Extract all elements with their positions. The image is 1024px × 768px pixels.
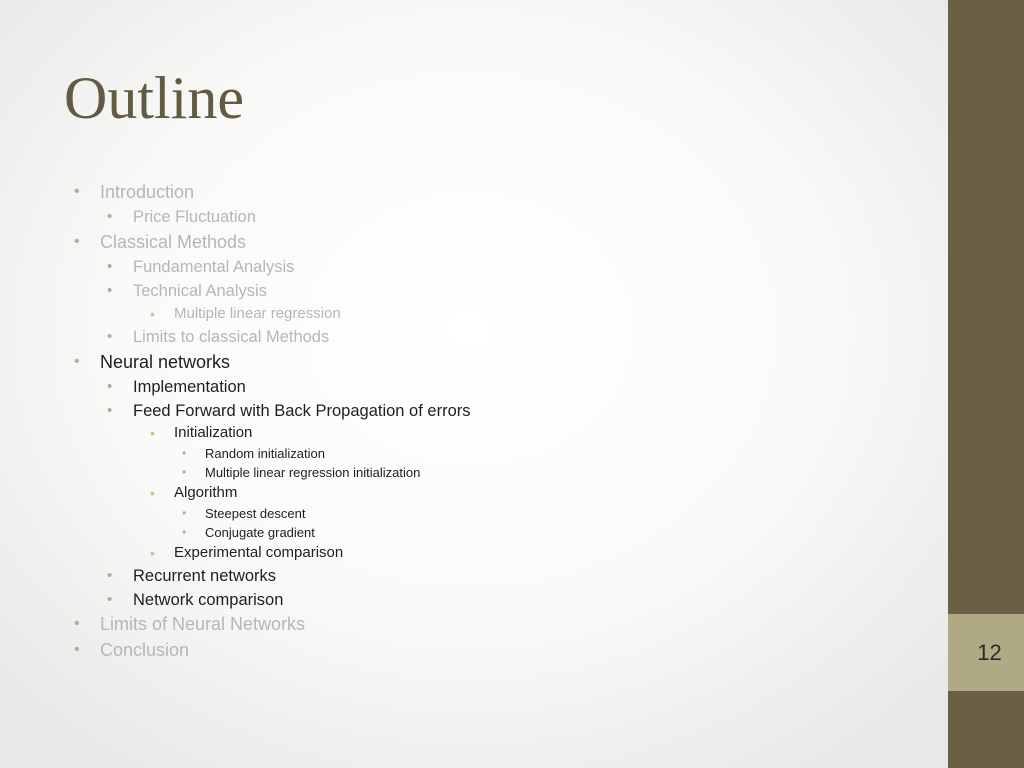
bullet-icon: •	[182, 506, 187, 520]
outline-item-text: Limits of Neural Networks	[100, 614, 306, 634]
bullet-icon: •	[150, 545, 155, 561]
outline-item-text: Feed Forward with Back Propagation of errors	[133, 402, 471, 420]
bullet-icon: •	[74, 233, 80, 250]
outline-item-text: Steepest descent	[205, 506, 306, 521]
bullet-icon: •	[74, 641, 80, 658]
outline-item	[107, 588, 284, 612]
outline-item	[150, 303, 341, 325]
outline-item	[74, 229, 247, 255]
outline-item-text: Introduction	[100, 182, 195, 202]
outline-item-text: Fundamental Analysis	[133, 258, 295, 276]
outline-item-text: Multiple linear regression initialization	[205, 465, 421, 480]
outline-item-text: Experimental comparison	[174, 544, 344, 561]
slide-title: Outline	[64, 65, 244, 131]
outline-item	[74, 611, 306, 637]
outline-item-text: Initialization	[174, 424, 253, 441]
outline-item	[150, 422, 253, 444]
outline-item	[150, 542, 344, 564]
bullet-icon: •	[182, 525, 187, 539]
bullet-icon: •	[107, 402, 113, 419]
outline-item	[107, 399, 471, 423]
outline-item-text: Limits to classical Methods	[133, 328, 330, 346]
bullet-icon: •	[150, 485, 155, 501]
bullet-icon: •	[74, 353, 80, 370]
outline-item-text: Implementation	[133, 378, 246, 396]
bullet-icon: •	[150, 425, 155, 441]
outline-item	[150, 482, 238, 504]
outline-item	[107, 279, 267, 303]
outline-item-text: Network comparison	[133, 591, 284, 609]
bullet-icon: •	[107, 378, 113, 395]
outline-item	[74, 179, 195, 205]
bullet-icon: •	[182, 465, 187, 479]
outline-item-text: Neural networks	[100, 352, 231, 372]
outline-item	[107, 205, 256, 229]
outline-item-text: Random initialization	[205, 446, 325, 461]
outline-item-text: Technical Analysis	[133, 282, 267, 300]
bullet-icon: •	[107, 208, 113, 225]
page-number: 12	[977, 640, 1002, 665]
outline-item	[182, 463, 421, 482]
outline-item	[107, 564, 277, 588]
outline-item-text: Price Fluctuation	[133, 208, 256, 226]
outline-item-text: Classical Methods	[100, 232, 247, 252]
outline-item	[107, 325, 330, 349]
bullet-icon: •	[107, 258, 113, 275]
outline-item	[107, 375, 246, 399]
outline-item-text: Algorithm	[174, 484, 238, 501]
outline-item-text: Recurrent networks	[133, 567, 277, 585]
bullet-icon: •	[150, 306, 155, 322]
bullet-icon: •	[107, 282, 113, 299]
outline-item	[182, 444, 325, 463]
outline-item	[74, 637, 190, 663]
bullet-icon: •	[107, 328, 113, 345]
outline-item-text: Conclusion	[100, 640, 190, 660]
outline-item	[182, 523, 315, 542]
outline-item	[107, 255, 295, 279]
outline-item-text: Conjugate gradient	[205, 525, 315, 540]
bullet-icon: •	[182, 446, 187, 460]
bullet-icon: •	[74, 183, 80, 200]
bullet-icon: •	[107, 567, 113, 584]
bullet-icon: •	[74, 615, 80, 632]
bullet-icon: •	[107, 591, 113, 608]
outline-item	[182, 504, 306, 523]
outline-item	[74, 349, 231, 375]
outline-item-text: Multiple linear regression	[174, 305, 341, 322]
